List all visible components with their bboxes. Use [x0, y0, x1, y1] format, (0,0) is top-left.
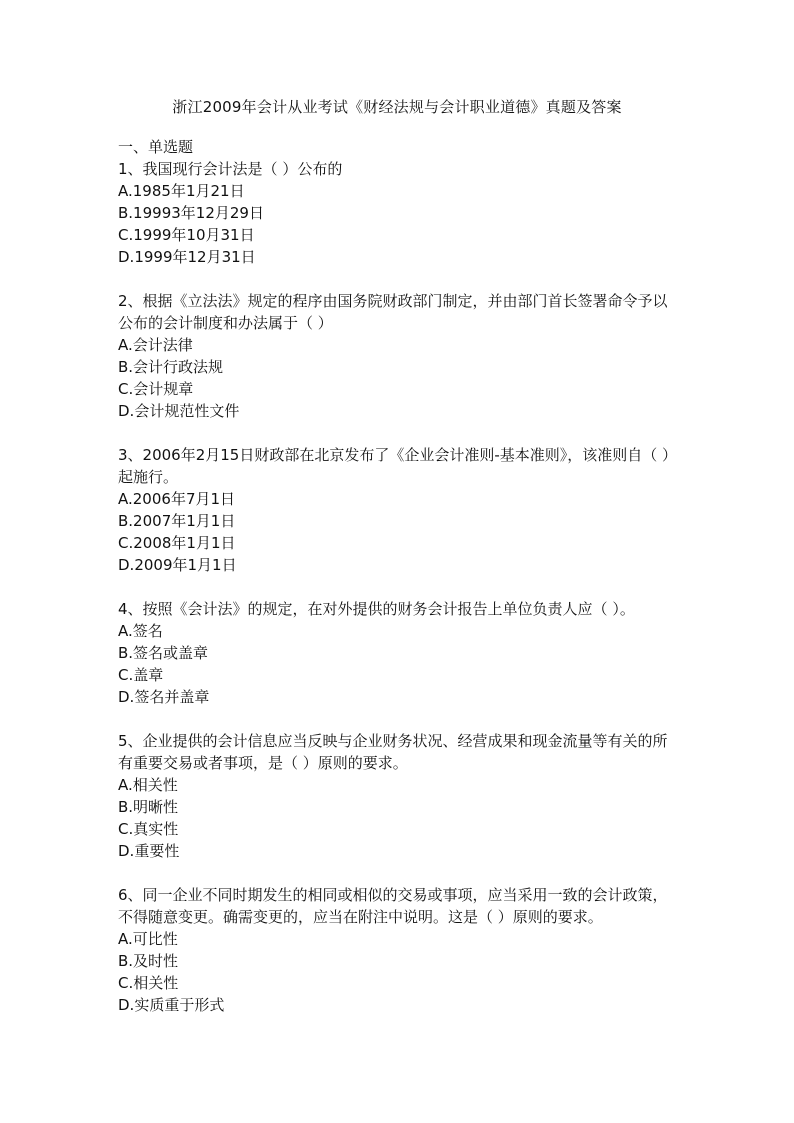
- option-c: C.会计规章: [118, 380, 194, 398]
- option-c: C.1999年10月31日: [118, 226, 255, 244]
- option-d: D.签名并盖章: [118, 688, 210, 706]
- option-d: D.会计规范性文件: [118, 402, 240, 420]
- question-2: [118, 290, 678, 422]
- question-stem: 1、我国现行会计法是（ ）公布的: [118, 160, 343, 178]
- question-5: [118, 730, 678, 862]
- document-title: 浙江2009年会计从业考试《财经法规与会计职业道德》真题及答案: [172, 98, 622, 116]
- option-c: C.真实性: [118, 820, 179, 838]
- option-a: A.2006年7月1日: [118, 490, 236, 508]
- option-b: B.2007年1月1日: [118, 512, 236, 530]
- question-6: [118, 884, 678, 1016]
- option-b: B.19993年12月29日: [118, 204, 264, 222]
- option-d: D.实质重于形式: [118, 996, 225, 1014]
- document-body: [118, 136, 678, 1038]
- option-d: D.1999年12月31日: [118, 248, 256, 266]
- question-stem: 6、同一企业不同时期发生的相同或相似的交易或事项，应当采用一致的会计政策，不得随意变更。确需变更的，应当在附注中说明。这是（ ）原则的要求。: [118, 886, 668, 926]
- question-stem: 5、企业提供的会计信息应当反映与企业财务状况、经营成果和现金流量等有关的所有重要交易或者事项，是（ ）原则的要求。: [118, 732, 668, 772]
- option-c: C.2008年1月1日: [118, 534, 236, 552]
- option-d: D.2009年1月1日: [118, 556, 237, 574]
- option-b: B.会计行政法规: [118, 358, 224, 376]
- option-a: A.会计法律: [118, 336, 193, 354]
- option-a: A.1985年1月21日: [118, 182, 245, 200]
- option-d: D.重要性: [118, 842, 180, 860]
- question-3: [118, 444, 678, 576]
- option-c: C.相关性: [118, 974, 179, 992]
- question-4: [118, 598, 678, 708]
- option-b: B.明晰性: [118, 798, 179, 816]
- option-b: B.及时性: [118, 952, 179, 970]
- option-b: B.签名或盖章: [118, 644, 209, 662]
- option-a: A.可比性: [118, 930, 178, 948]
- option-a: A.签名: [118, 622, 163, 640]
- option-c: C.盖章: [118, 666, 164, 684]
- question-stem: 4、按照《会计法》的规定，在对外提供的财务会计报告上单位负责人应（ ）。: [118, 600, 635, 618]
- option-a: A.相关性: [118, 776, 178, 794]
- question-stem: 2、根据《立法法》规定的程序由国务院财政部门制定，并由部门首长签署命令予以公布的会计制度和办法属于（ ）: [118, 292, 668, 332]
- question-1: [118, 158, 678, 268]
- section-heading: 一、单选题: [118, 138, 194, 156]
- question-stem: 3、2006年2月15日财政部在北京发布了《企业会计准则-基本准则》，该准则自（ ）起施行。: [118, 446, 678, 486]
